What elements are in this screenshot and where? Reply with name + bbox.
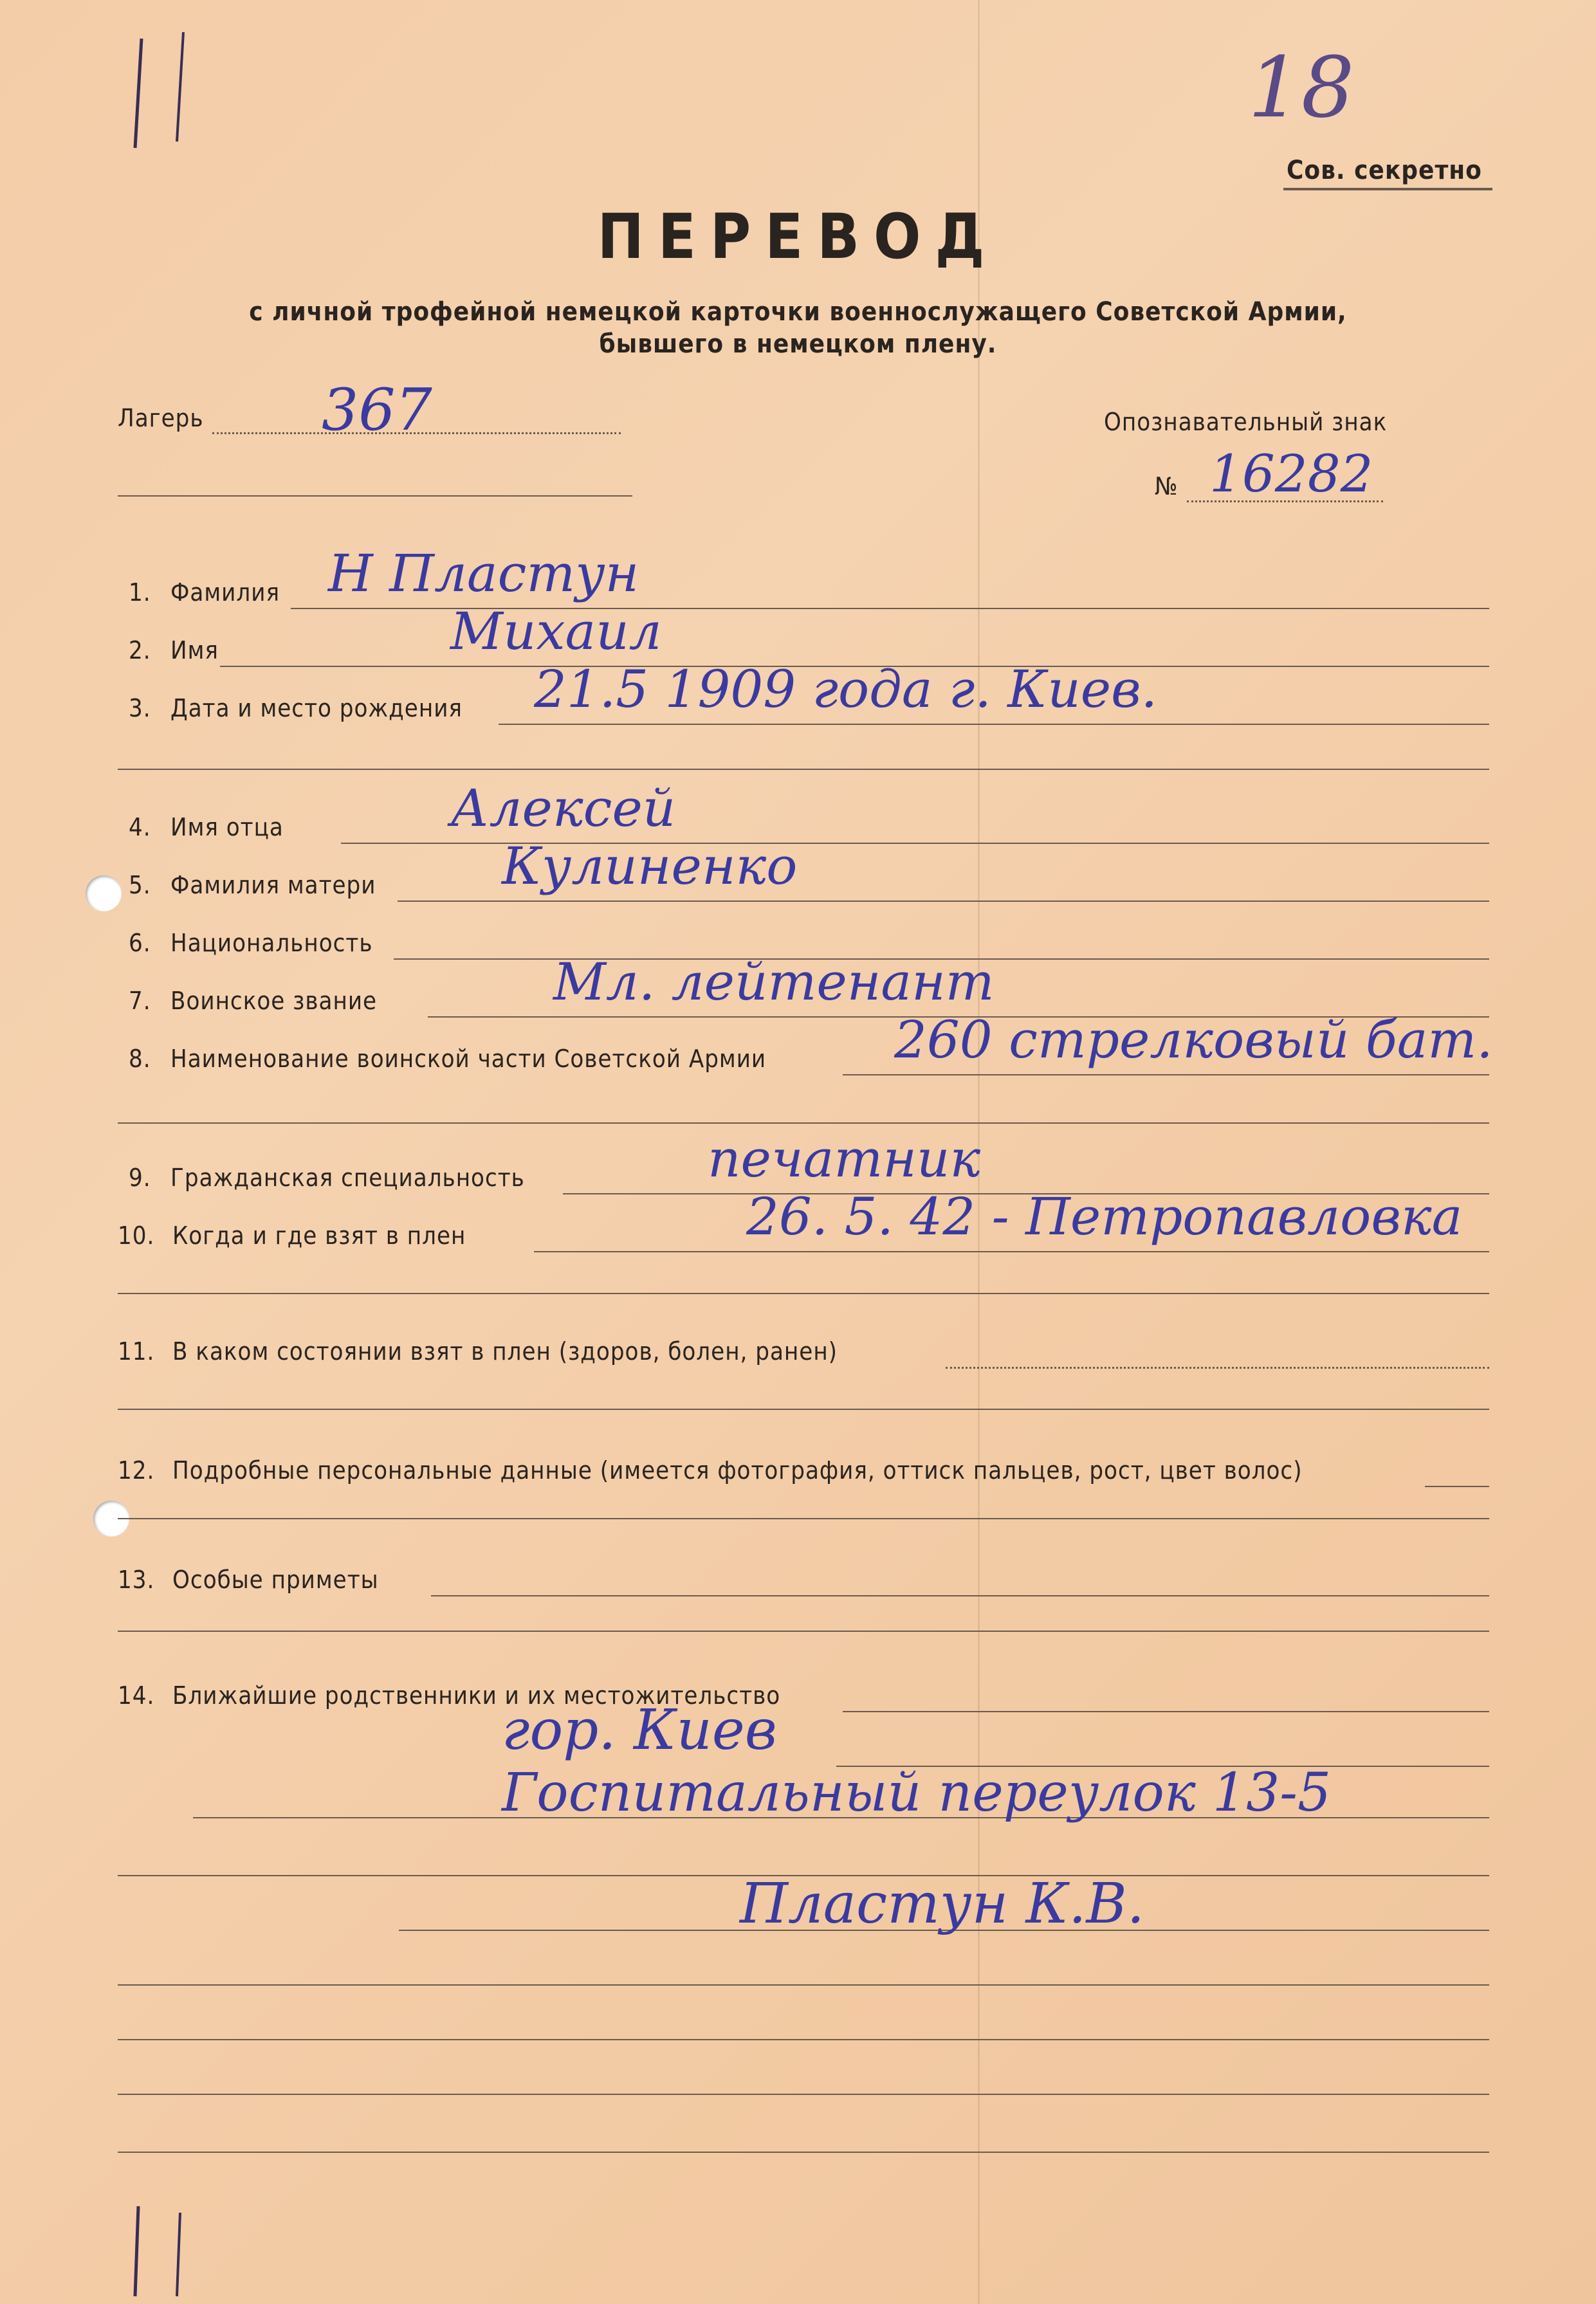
document-title: ПЕРЕВОД: [597, 201, 999, 273]
field-label: Имя отца: [170, 813, 284, 841]
field-answer-line: [1425, 1486, 1489, 1487]
blank-rule-line: [118, 1122, 1489, 1124]
field-label: Ближайшие родственники и их местожительство: [172, 1681, 781, 1710]
field-number: 1.: [129, 578, 151, 607]
field-label: Гражданская специальность: [170, 1164, 525, 1192]
subtitle-line-1: с личной трофейной немецкой карточки военнослужащего Советской Армии,: [249, 297, 1347, 327]
field-label: Когда и где взят в плен: [172, 1221, 466, 1250]
field-number: 10.: [118, 1221, 155, 1250]
field-answer-line: [843, 1074, 1489, 1075]
field-answer-line: [946, 1367, 1489, 1369]
field-handwritten-value: 21.5 1909 года г. Киев.: [534, 659, 1158, 719]
field-label: Воинское звание: [170, 987, 378, 1015]
field-label: Подробные персональные данные (имеется фотография, оттиск пальцев, рост, цвет волос): [172, 1456, 1303, 1485]
camp-extra-line: [118, 495, 632, 497]
secrecy-underline: [1283, 188, 1492, 190]
field-label: Фамилия матери: [170, 871, 376, 899]
blank-rule-line: [118, 2094, 1489, 2095]
relatives-street: Госпитальный переулок 13-5: [502, 1762, 1332, 1824]
blank-rule-line: [118, 1409, 1489, 1410]
field-answer-line: [499, 724, 1489, 725]
blank-rule-line: [118, 2039, 1489, 2040]
field-number: 8.: [129, 1045, 151, 1073]
field-label: Особые приметы: [172, 1566, 379, 1594]
field-number: 6.: [129, 929, 151, 957]
camp-label: Лагерь: [118, 404, 204, 432]
field-number: 5.: [129, 871, 151, 899]
blank-rule-line: [118, 1518, 1489, 1519]
field-handwritten-value: Михаил: [450, 601, 662, 661]
blank-rule-line: [118, 2152, 1489, 2153]
field-number: 4.: [129, 813, 151, 841]
field-answer-line: [398, 901, 1489, 902]
relatives-name: Пластун К.В.: [740, 1872, 1145, 1936]
field-number: 2.: [129, 636, 151, 664]
field-handwritten-value: печатник: [708, 1129, 981, 1189]
field-number: 3.: [129, 694, 151, 722]
field-answer-line: [843, 1711, 1489, 1712]
relatives-city: гор. Киев: [502, 1698, 777, 1762]
field-handwritten-value: Н Пластун: [328, 544, 639, 603]
field-number: 11.: [118, 1337, 155, 1366]
field-number: 13.: [118, 1566, 155, 1594]
field-answer-line: [534, 1251, 1489, 1252]
blank-rule-line: [118, 1293, 1489, 1294]
punch-hole-top: [86, 875, 122, 911]
field-label: В каком состоянии взят в плен (здоров, болен, ранен): [172, 1337, 838, 1366]
field-number: 9.: [129, 1164, 151, 1192]
blank-rule-line: [118, 769, 1489, 770]
camp-value: 367: [322, 376, 432, 444]
field-label: Имя: [170, 636, 219, 664]
field-number: 12.: [118, 1456, 155, 1485]
identification-number-sign: №: [1155, 472, 1179, 500]
field-label: Фамилия: [170, 578, 280, 607]
field-handwritten-value: 260 стрелковый бат.: [894, 1010, 1493, 1070]
blank-rule-line: [118, 1984, 1489, 1986]
blank-rule-line: [118, 1631, 1489, 1632]
field-handwritten-value: Мл. лейтенант: [553, 952, 995, 1012]
field-handwritten-value: 26. 5. 42 - Петропавловка: [746, 1187, 1463, 1247]
field-handwritten-value: Кулиненко: [502, 836, 798, 896]
field-number: 14.: [118, 1681, 155, 1710]
field-label: Наименование воинской части Советской Армии: [170, 1045, 767, 1073]
field-label: Дата и место рождения: [170, 694, 463, 722]
field-answer-line: [431, 1595, 1489, 1596]
field-label: Национальность: [170, 929, 373, 957]
identification-label: Опознавательный знак: [1104, 408, 1388, 436]
field-handwritten-value: Алексей: [450, 778, 676, 838]
field-number: 7.: [129, 987, 151, 1015]
identification-number: 16282: [1209, 444, 1373, 504]
pencil-marks-bottom: [122, 2200, 206, 2303]
secrecy-stamp: Сов. секретно: [1287, 156, 1482, 185]
subtitle-line-2: бывшего в немецком плену.: [599, 329, 997, 359]
pencil-marks-top: [122, 26, 206, 154]
page-number: 18: [1248, 39, 1355, 136]
